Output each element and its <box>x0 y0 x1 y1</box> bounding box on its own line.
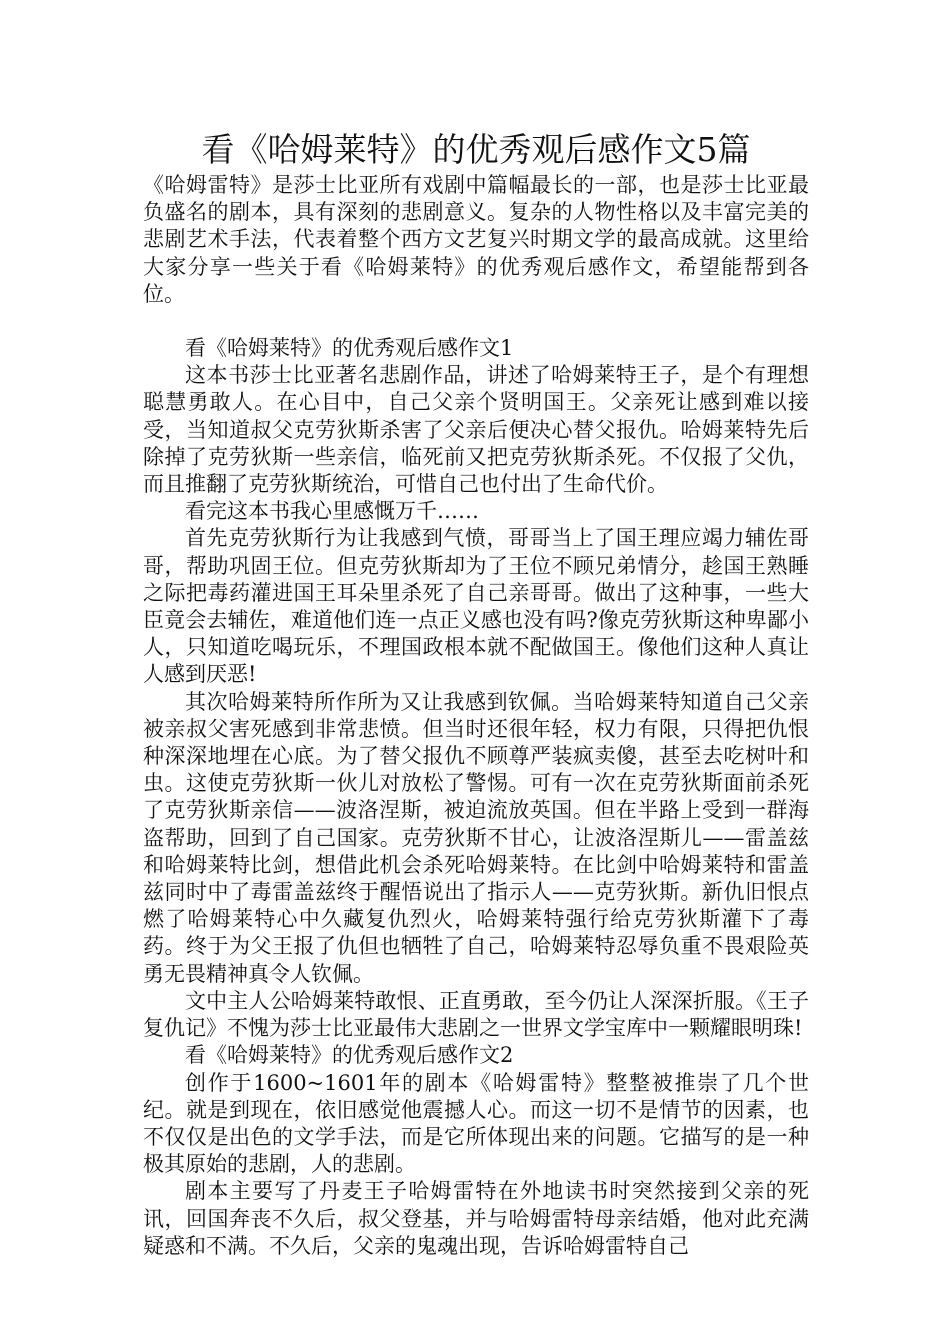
section-2-paragraph-1: 创作于1600~1601年的剧本《哈姆雷特》整整被推崇了几个世纪。就是到现在，依旧感觉他震撼人心。而这一切不是情节的因素，也不仅仅是出色的文学手法，而是它所体现出来的问题。它描写的是一种极其原始的悲剧，人的悲剧。 <box>143 1070 809 1177</box>
section-1-paragraph-5: 文中主人公哈姆莱特敢恨、正直勇敢，至今仍让人深深折服。《王子复仇记》不愧为莎士比亚最伟大悲剧之一世界文学宝库中一颗耀眼明珠! <box>143 988 809 1041</box>
section-1-heading: 看《哈姆莱特》的优秀观后感作文1 <box>185 336 514 361</box>
section-2-heading: 看《哈姆莱特》的优秀观后感作文2 <box>185 1043 514 1068</box>
section-2-paragraph-2: 剧本主要写了丹麦王子哈姆雷特在外地读书时突然接到父亲的死讯，回国奔丧不久后，叔父登基，并与哈姆雷特母亲结婚，他对此充满疑惑和不满。不久后，父亲的鬼魂出现，告诉哈姆雷特自己 <box>143 1179 809 1258</box>
intro-paragraph: 《哈姆雷特》是莎士比亚所有戏剧中篇幅最长的一部，也是莎士比亚最负盛名的剧本，具有深刻的悲剧意义。复杂的人物性格以及丰富完美的悲剧艺术手法，代表着整个西方文艺复兴时期文学的最高成就。这里给大家分享一些关于看《哈姆莱特》的优秀观后感作文，希望能帮到各位。 <box>143 173 809 306</box>
paragraph-spacer <box>143 308 809 335</box>
section-1-paragraph-1: 这本书莎士比亚著名悲剧作品，讲述了哈姆莱特王子，是个有理想聪慧勇敢人。在心目中，自己父亲个贤明国王。父亲死让感到难以接受，当知道叔父克劳狄斯杀害了父亲后便决心替父报仇。哈姆莱特先后除掉了克劳狄斯一些亲信，临死前又把克劳狄斯杀死。不仅报了父仇，而且推翻了克劳狄斯统治，可惜自己也付出了生命代价。 <box>143 363 809 497</box>
document-title: 看《哈姆莱特》的优秀观后感作文5篇 <box>201 130 751 169</box>
section-1-paragraph-4: 其次哈姆莱特所作所为又让我感到钦佩。当哈姆莱特知道自己父亲被亲叔父害死感到非常悲愤。但当时还很年轻，权力有限，只得把仇恨种深深地埋在心底。为了替父报仇不顾尊严装疯卖傻，甚至去吃树叶和虫。这使克劳狄斯一伙儿对放松了警惕。可有一次在克劳狄斯面前杀死了克劳狄斯亲信——波洛涅斯，被迫流放英国。但在半路上受到一群海盗帮助，回到了自己国家。克劳狄斯不甘心，让波洛涅斯儿——雷盖兹和哈姆莱特比剑，想借此机会杀死哈姆莱特。在比剑中哈姆莱特和雷盖兹同时中了毒雷盖兹终于醒悟说出了指示人——克劳狄斯。新仇旧恨点燃了哈姆莱特心中久藏复仇烈火，哈姆莱特强行给克劳狄斯灌下了毒药。终于为父王报了仇但也牺牲了自己，哈姆莱特忍辱负重不畏艰险英勇无畏精神真令人钦佩。 <box>143 689 809 986</box>
document-page <box>143 128 809 1260</box>
section-1-paragraph-2: 看完这本书我心里感慨万千…… <box>185 499 479 524</box>
section-1-paragraph-3: 首先克劳狄斯行为让我感到气愤，哥哥当上了国王理应竭力辅佐哥哥，帮助巩固王位。但克劳狄斯却为了王位不顾兄弟情分，趁国王熟睡之际把毒药灌进国王耳朵里杀死了自己亲哥哥。做出了这种事，一些大臣竟会去辅佐，难道他们连一点正义感也没有吗?像克劳狄斯这种卑鄙小人，只知道吃喝玩乐，不理国政根本就不配做国王。像他们这种人真让人感到厌恶! <box>143 526 809 687</box>
